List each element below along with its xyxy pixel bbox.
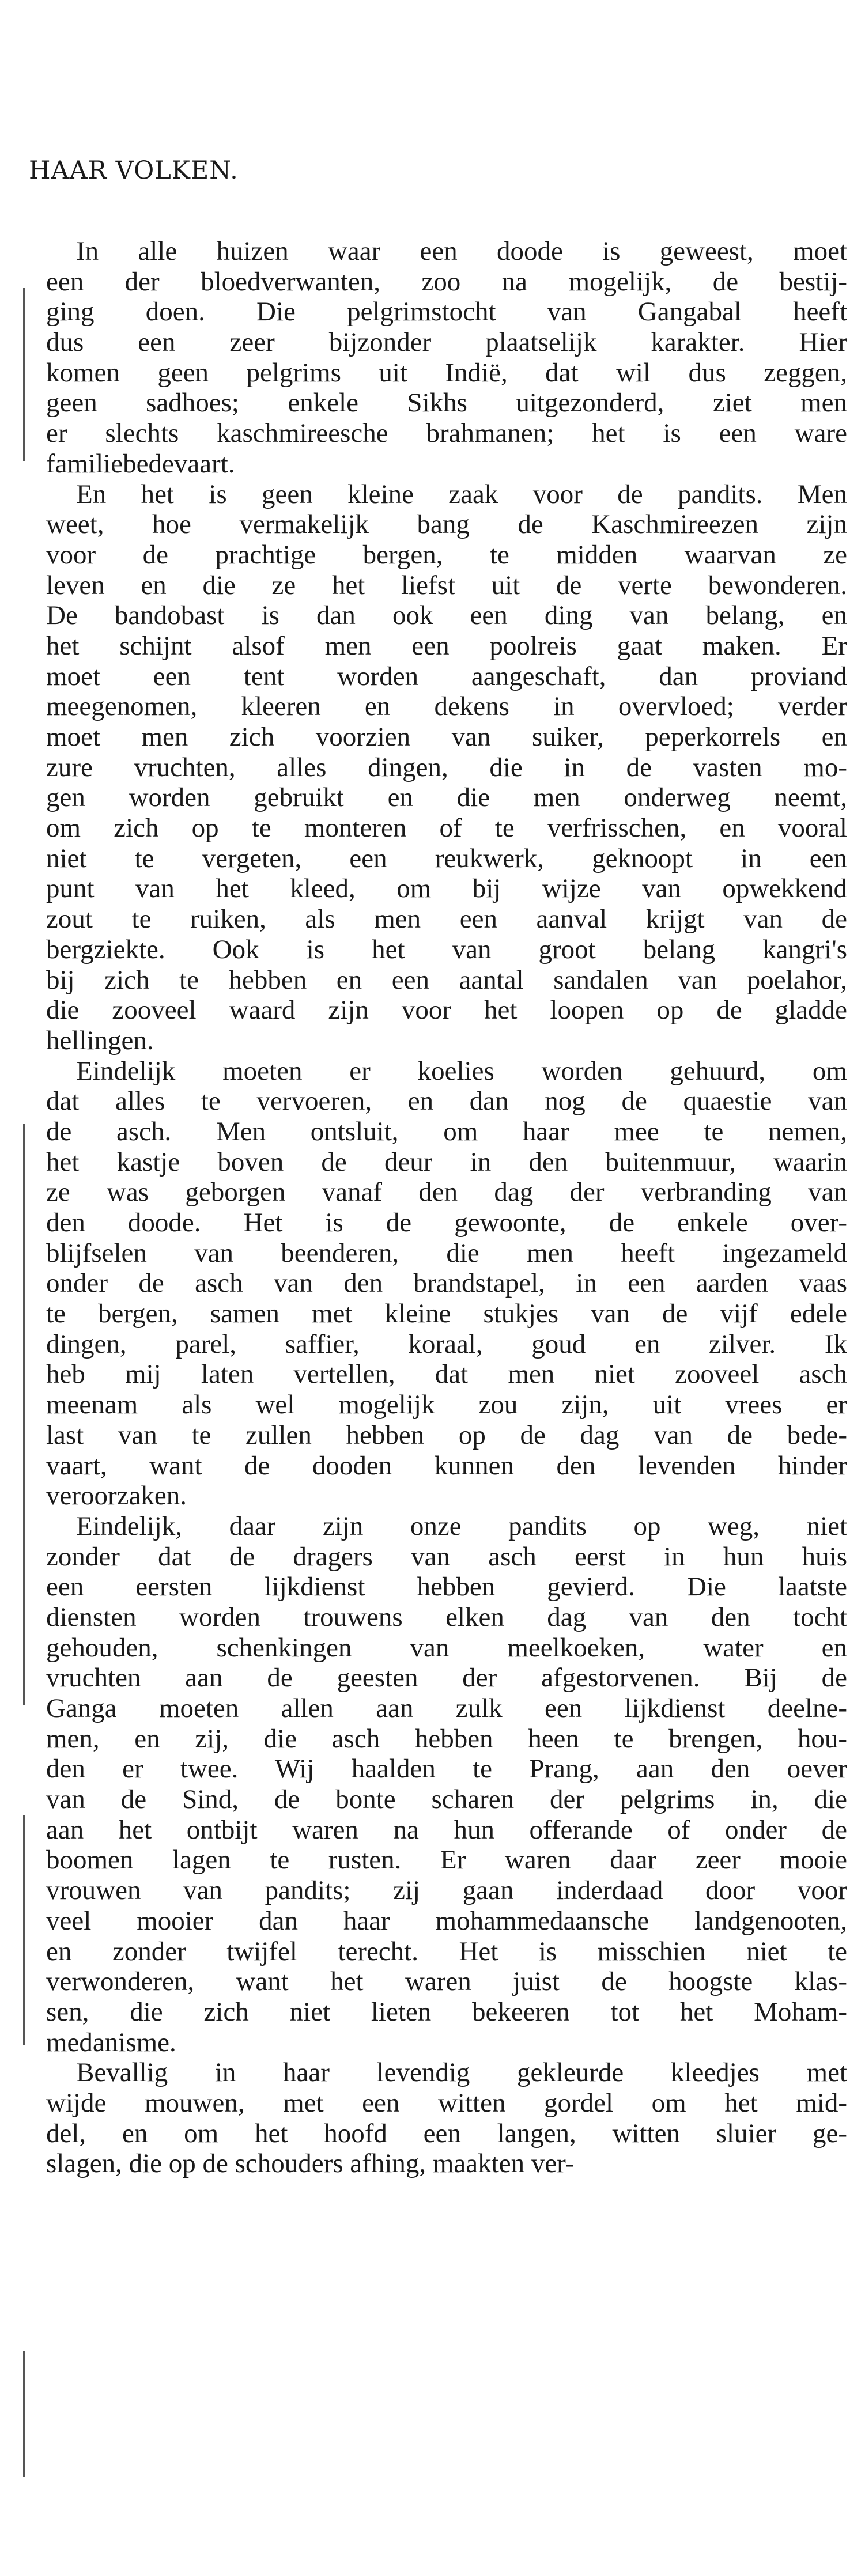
text-line: veroorzaken. xyxy=(46,1481,187,1511)
text-line: diensten worden trouwens elken dag van den tocht xyxy=(46,1602,847,1632)
text-line: Bevallig in haar levendig gekleurde kleedjes met xyxy=(76,2057,847,2088)
text-line: zout te ruiken, als men een aanval krijgt van de xyxy=(46,904,847,935)
text-line: veel mooier dan haar mohammedaansche landgenooten, xyxy=(46,1905,847,1936)
margin-rule xyxy=(23,1815,25,2045)
text-line: een eersten lijkdienst hebben gevierd. Die laatste xyxy=(46,1572,847,1602)
text-line: bij zich te hebben en een aantal sandalen van poelahor, xyxy=(46,964,847,995)
text-line: onder de asch van den brandstapel, in een aarden vaas xyxy=(46,1268,847,1299)
text-line: heb mij laten vertellen, dat men niet zooveel asch xyxy=(46,1359,847,1390)
text-line: del, en om het hoofd een langen, witten sluier ge- xyxy=(46,2118,847,2148)
paragraph xyxy=(46,2057,847,2179)
text-line: Eindelijk moeten er koelies worden gehuurd, om xyxy=(76,1056,847,1086)
text-line: punt van het kleed, om bij wijze van opwekkend xyxy=(46,873,847,904)
text-line: bergziekte. Ook is het van groot belang kangri's xyxy=(46,934,847,964)
text-line: last van te zullen hebben op de dag van de bede- xyxy=(46,1420,847,1450)
body-text xyxy=(46,236,847,2179)
text-line: ze was geborgen vanaf den dag der verbranding van xyxy=(46,1177,847,1208)
text-line: meegenomen, kleeren en dekens in overvloed; verder xyxy=(46,691,847,722)
text-line: De bandobast is dan ook een ding van belang, en xyxy=(46,600,847,631)
text-line: verwonderen, want het waren juist de hoogste klas- xyxy=(46,1966,847,1997)
text-line: die zooveel waard zijn voor het loopen op de gladde xyxy=(46,995,847,1026)
text-line: zonder dat de dragers van asch eerst in hun huis xyxy=(46,1541,847,1572)
text-line: niet te vergeten, een reukwerk, geknoopt in een xyxy=(46,843,847,873)
paragraph xyxy=(46,1056,847,1511)
text-line: vaart, want de dooden kunnen den levenden hinder xyxy=(46,1450,847,1481)
margin-rule xyxy=(23,288,25,461)
margin-rule xyxy=(23,1124,25,1705)
text-line: gen worden gebruikt en die men onderweg neemt, xyxy=(46,782,847,813)
text-line: dus een zeer bijzonder plaatselijk karakter. Hier xyxy=(46,327,847,358)
text-line: geen sadhoes; enkele Sikhs uitgezonderd, ziet men xyxy=(46,388,847,418)
paragraph xyxy=(46,236,847,479)
text-line: blijfselen van beenderen, die men heeft ingezameld xyxy=(46,1238,847,1268)
text-line: moet een tent worden aangeschaft, dan proviand xyxy=(46,661,847,691)
text-line: gehouden, schenkingen van meelkoeken, water en xyxy=(46,1632,847,1663)
text-line: het kastje boven de deur in den buitenmuur, waarin xyxy=(46,1147,847,1177)
text-line: medanisme. xyxy=(46,2027,176,2057)
text-line: het schijnt alsof men een poolreis gaat maken. Er xyxy=(46,630,847,661)
text-line: een der bloedverwanten, zoo na mogelijk, de bestij- xyxy=(46,266,847,297)
margin-rule xyxy=(23,2351,25,2477)
running-head: HAAR VOLKEN. xyxy=(29,156,239,185)
paragraph xyxy=(46,1511,847,2057)
text-line: aan het ontbijt waren na hun offerande of onder de xyxy=(46,1814,847,1845)
text-line: dingen, parel, saffier, koraal, goud en zilver. Ik xyxy=(46,1329,847,1359)
text-line: de asch. Men ontsluit, om haar mee te nemen, xyxy=(46,1116,847,1147)
text-line: weet, hoe vermakelijk bang de Kaschmireezen zijn xyxy=(46,509,847,540)
text-line: van de Sind, de bonte scharen der pelgrims in, die xyxy=(46,1784,847,1815)
text-line: familiebedevaart. xyxy=(46,448,235,479)
text-line: den doode. Het is de gewoonte, de enkele over- xyxy=(46,1208,847,1238)
text-line: moet men zich voorzien van suiker, peperkorrels en xyxy=(46,722,847,752)
text-line: komen geen pelgrims uit Indië, dat wil dus zeggen, xyxy=(46,357,847,388)
text-line: vruchten aan de geesten der afgestorvenen. Bij de xyxy=(46,1663,847,1693)
text-line: te bergen, samen met kleine stukjes van de vijf edele xyxy=(46,1299,847,1329)
text-line: wijde mouwen, met een witten gordel om het mid- xyxy=(46,2087,847,2118)
text-line: Ganga moeten allen aan zulk een lijkdienst deelne- xyxy=(46,1693,847,1723)
text-line: en zonder twijfel terecht. Het is misschien niet te xyxy=(46,1936,847,1966)
text-line: men, en zij, die asch hebben heen te brengen, hou- xyxy=(46,1723,847,1754)
text-line: om zich op te monteren of te verfrisschen, en vooral xyxy=(46,813,847,843)
text-line: sen, die zich niet lieten bekeeren tot het Moham- xyxy=(46,1996,847,2027)
text-line: ging doen. Die pelgrimstocht van Gangabal heeft xyxy=(46,297,847,327)
text-line: slagen, die op de schouders afhing, maakten ver- xyxy=(46,2148,575,2179)
text-line: zure vruchten, alles dingen, die in de vasten mo- xyxy=(46,752,847,782)
text-line: boomen lagen te rusten. Er waren daar zeer mooie xyxy=(46,1845,847,1875)
text-line: dat alles te vervoeren, en dan nog de quaestie van xyxy=(46,1086,847,1117)
text-line: meenam als wel mogelijk zou zijn, uit vrees er xyxy=(46,1390,847,1420)
text-line: In alle huizen waar een doode is geweest, moet xyxy=(76,236,847,266)
text-line: Eindelijk, daar zijn onze pandits op weg, niet xyxy=(76,1511,847,1541)
text-line: den er twee. Wij haalden te Prang, aan den oever xyxy=(46,1754,847,1784)
text-line: er slechts kaschmireesche brahmanen; het is een ware xyxy=(46,418,847,449)
text-line: En het is geen kleine zaak voor de pandits. Men xyxy=(76,479,847,509)
text-line: leven en die ze het liefst uit de verte bewonderen. xyxy=(46,570,847,600)
text-line: hellingen. xyxy=(46,1025,154,1056)
paragraph xyxy=(46,479,847,1056)
text-line: vrouwen van pandits; zij gaan inderdaad door voor xyxy=(46,1875,847,1906)
text-line: voor de prachtige bergen, te midden waarvan ze xyxy=(46,539,847,570)
